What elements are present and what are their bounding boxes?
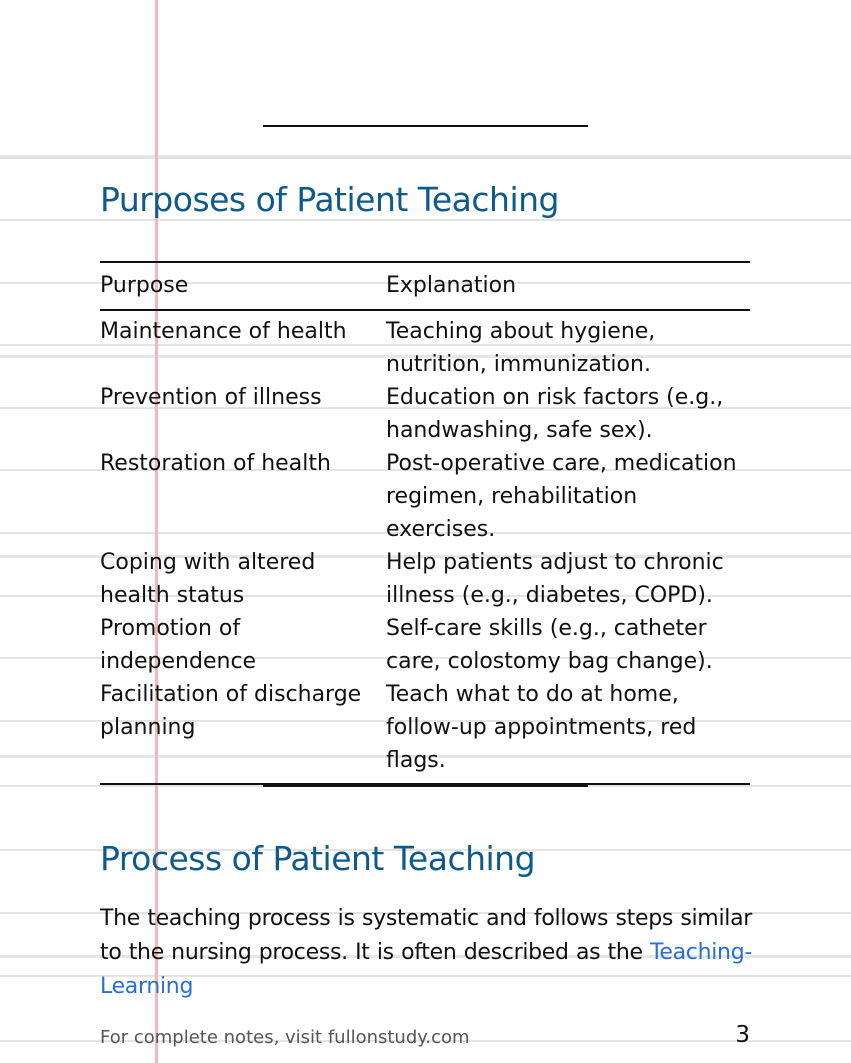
explanation-cell: Education on risk factors (e.g., handwashing, safe sex). <box>386 385 724 443</box>
column-header-purpose: Purpose <box>100 262 386 310</box>
column-header-explanation: Explanation <box>386 262 750 310</box>
purposes-table <box>100 261 750 785</box>
table-row <box>100 310 750 381</box>
ruled-line <box>0 219 851 221</box>
table-row <box>100 381 750 447</box>
paragraph-text: The teaching process is systematic and follows steps similar to the nursing process. It is often described as the <box>100 906 752 965</box>
table-row <box>100 447 750 546</box>
purpose-cell: Promotion of independence <box>100 616 257 674</box>
teaching-learning-link[interactable]: Teaching-Learning <box>100 940 752 999</box>
section-divider <box>263 125 588 127</box>
table-header-row <box>100 262 750 310</box>
section-divider <box>263 785 588 787</box>
table-row <box>100 612 750 678</box>
explanation-cell: Teach what to do at home, follow-up appointments, red flags. <box>386 678 750 784</box>
section-title-purposes: Purposes of Patient Teaching <box>100 180 559 219</box>
explanation-cell: Post-operative care, medication regimen, rehabilitation exercises. <box>386 451 737 542</box>
table-row <box>100 546 750 612</box>
page-number: 3 <box>735 1022 750 1048</box>
process-paragraph <box>100 902 752 1004</box>
section-title-process: Process of Patient Teaching <box>100 839 536 878</box>
purpose-cell: Facilitation of discharge planning <box>100 678 386 784</box>
table-row <box>100 678 750 784</box>
explanation-cell: Teaching about hygiene, nutrition, immunization. <box>386 319 656 377</box>
ruled-line <box>0 157 851 159</box>
explanation-cell: Self-care skills (e.g., catheter care, colostomy bag change). <box>386 616 713 674</box>
purpose-cell: Restoration of health <box>100 451 331 476</box>
purpose-cell: Prevention of illness <box>100 385 322 410</box>
purpose-cell: Maintenance of health <box>100 319 347 344</box>
purpose-cell: Coping with altered health status <box>100 550 316 608</box>
explanation-cell: Help patients adjust to chronic illness (e.g., diabetes, COPD). <box>386 550 724 608</box>
footer-note: For complete notes, visit fullonstudy.com <box>100 1027 470 1048</box>
